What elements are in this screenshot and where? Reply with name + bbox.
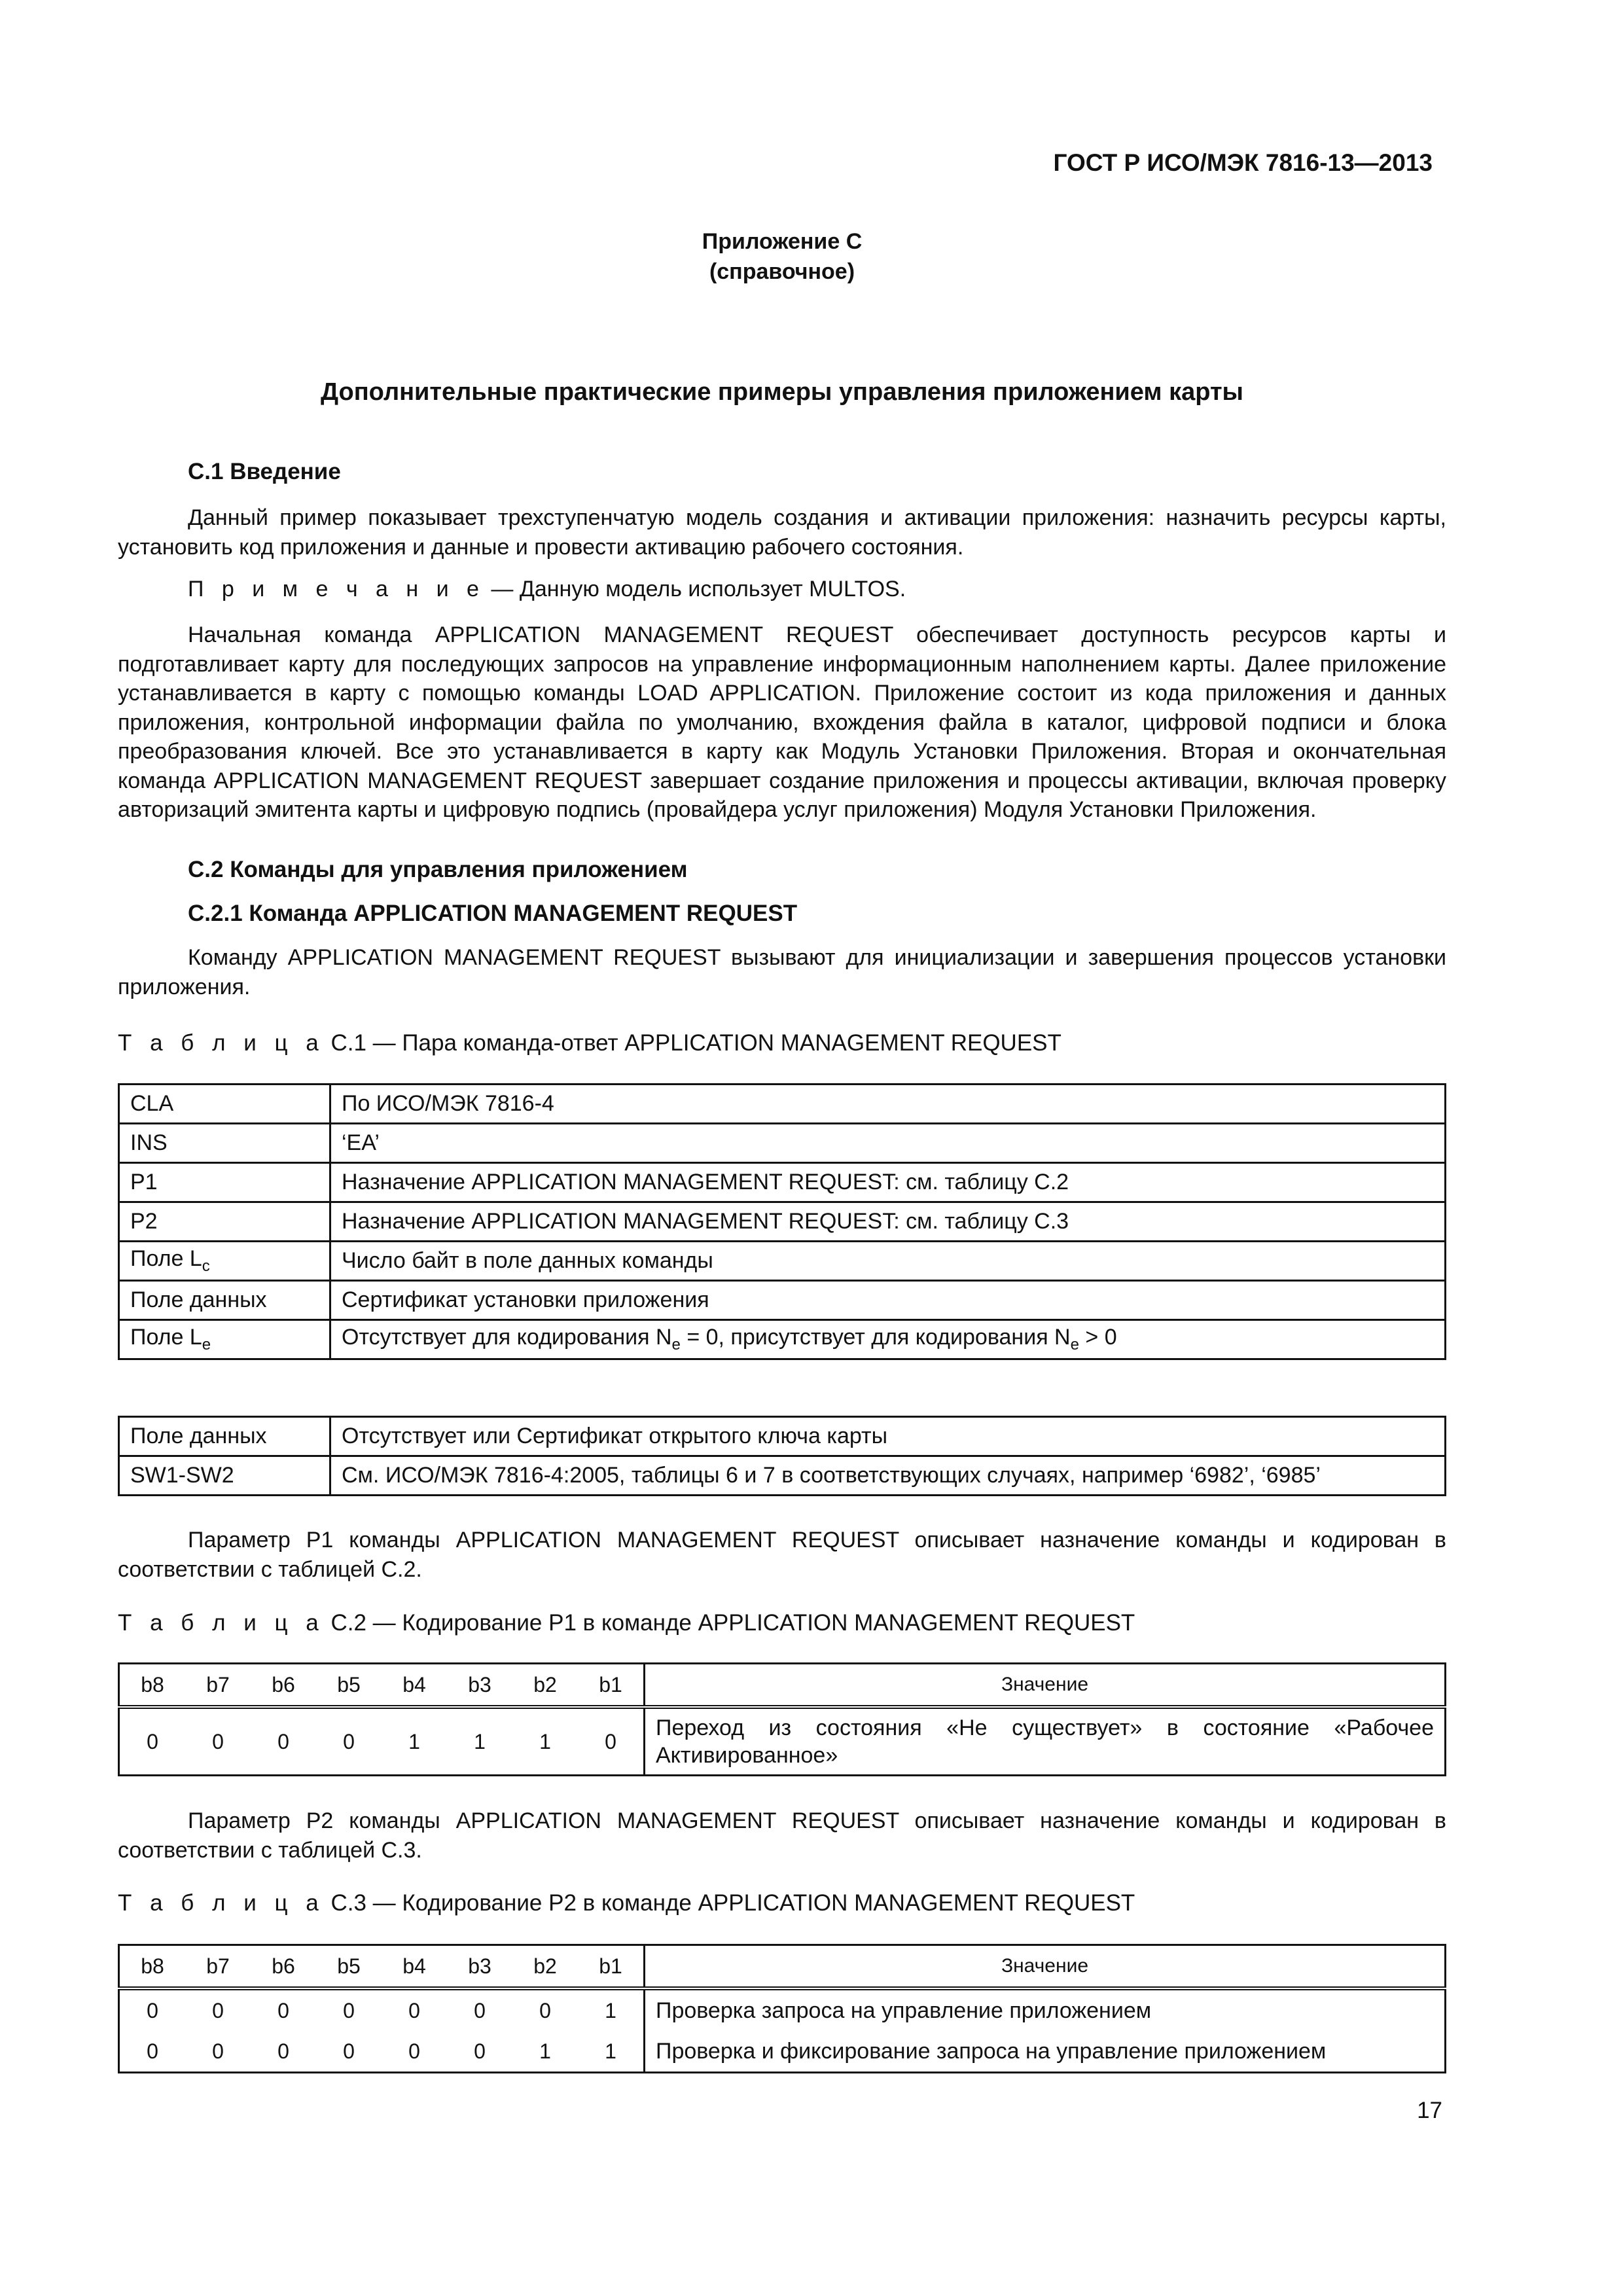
- header-b5: b5: [316, 1945, 382, 1989]
- table-row: [119, 1281, 1446, 1320]
- note-text: — Данную модель использует MULTOS.: [484, 577, 906, 601]
- value-subscript: e: [671, 1336, 681, 1354]
- table-c1-caption: [118, 1030, 1061, 1056]
- table-cell-value: [330, 1320, 1446, 1359]
- table-c2-caption-text: С.2 — Кодирование P1 в команде APPLICATION MANAGEMENT REQUEST: [324, 1610, 1135, 1636]
- table-cell-key: CLA: [119, 1085, 330, 1124]
- bit-cell: 1: [605, 1998, 616, 2022]
- header-b6: b6: [251, 1664, 316, 1708]
- header-b1: b1: [578, 1945, 645, 1989]
- table-row: [119, 1988, 1446, 2031]
- header-b4: b4: [382, 1664, 447, 1708]
- table-row: [119, 1707, 1446, 1776]
- table-c2-caption-label: Т а б л и ц а: [118, 1610, 325, 1636]
- meaning-cell: Проверка и фиксирование запроса на управление приложением: [645, 2031, 1446, 2073]
- bit-cell: 1: [578, 2031, 645, 2073]
- bit-cell: 0: [119, 1707, 186, 1776]
- key-subscript: c: [202, 1257, 210, 1275]
- header-meaning: Значение: [645, 1945, 1446, 1989]
- section-heading-c2: С.2 Команды для управления приложением: [188, 857, 688, 882]
- paragraph-c1-body: Начальная команда APPLICATION MANAGEMENT REQUEST обеспечивает доступность ресурсов карты и подготавливает карту для последующих запросов на управление информационным наполнением карты. Далее приложение устанавливается в карту с помощью команды LOAD APPLICATION. Приложение состоит из кода приложения и данных приложения, контрольной информации файла по умолчанию, вхождения файла в каталог, цифровой подписи и блока преобразования ключей. Все это устанавливается в карту как Модуль Установки Приложения. Вторая и окончательная команда APPLICATION MANAGEMENT REQUEST завершает создание приложения и процессы активации, включая проверку авторизаций эмитента карты и цифровую подпись (провайдера услуг приложения) Модуля Установки Приложения.: [118, 622, 1446, 822]
- meaning-cell: Переход из состояния «Не существует» в состояние «Рабочее Активированное»: [645, 1707, 1446, 1776]
- table-cell-key: INS: [119, 1124, 330, 1163]
- header-b8: b8: [119, 1945, 186, 1989]
- bit-cell: 0: [277, 1998, 289, 2022]
- paragraph-c1-intro: Данный пример показывает трехступенчатую модель создания и активации приложения: назначить ресурсы карты, установить код приложения и данные и провести активацию рабочего состояния.: [118, 505, 1446, 560]
- table-row: [119, 1163, 1446, 1202]
- header-b2: b2: [512, 1945, 578, 1989]
- bit-cell: 0: [382, 2031, 447, 2073]
- paragraph-p1: Параметр P1 команды APPLICATION MANAGEMENT REQUEST описывает назначение команды и кодирован в соответствии с таблицей С.2.: [118, 1528, 1446, 1582]
- paragraph-c21: Команду APPLICATION MANAGEMENT REQUEST вызывают для инициализации и завершения процессов установки приложения.: [118, 945, 1446, 999]
- bit-cell: 0: [251, 2031, 316, 2073]
- bit-cell: 1: [382, 1707, 447, 1776]
- bit-cell: 1: [512, 1707, 578, 1776]
- table-row: [119, 1242, 1446, 1281]
- bit-cell: 0: [343, 1998, 355, 2022]
- table-header-row: [119, 1945, 1446, 1989]
- table-cell-key: P1: [119, 1163, 330, 1202]
- bit-cell: 0: [316, 1707, 382, 1776]
- bit-cell: 0: [578, 1707, 645, 1776]
- bit-cell: 1: [447, 1707, 512, 1776]
- table-header-row: [119, 1664, 1446, 1708]
- bit-cell: 0: [539, 1998, 551, 2022]
- header-b2: b2: [512, 1664, 578, 1708]
- table-cell-value: Назначение APPLICATION MANAGEMENT REQUEST: см. таблицу С.2: [330, 1163, 1446, 1202]
- header-meaning: Значение: [645, 1664, 1446, 1708]
- value-part: = 0, присутствует для кодирования N: [680, 1325, 1071, 1350]
- table-row: [119, 1124, 1446, 1163]
- key-subscript: e: [202, 1336, 211, 1354]
- document-header: ГОСТ Р ИСО/МЭК 7816-13—2013: [1053, 149, 1433, 176]
- key-main: Поле L: [130, 1325, 202, 1350]
- table-c3-caption-label: Т а б л и ц а: [118, 1890, 325, 1916]
- table-cell-value: См. ИСО/МЭК 7816-4:2005, таблицы 6 и 7 в соответствующих случаях, например ‘6982’, ‘6985’: [330, 1456, 1446, 1496]
- header-b7: b7: [185, 1664, 251, 1708]
- table-row: [119, 1320, 1446, 1359]
- bit-cell: 0: [212, 1998, 224, 2022]
- value-part: > 0: [1079, 1325, 1117, 1350]
- table-row: [119, 1202, 1446, 1242]
- main-title: Дополнительные практические примеры управления приложением карты: [320, 378, 1244, 406]
- table-cell-value: ‘EA’: [330, 1124, 1446, 1163]
- table-cell-key: P2: [119, 1202, 330, 1242]
- header-b8: b8: [119, 1664, 186, 1708]
- table-cell-value: Число байт в поле данных команды: [330, 1242, 1446, 1281]
- paragraph-p2: Параметр P2 команды APPLICATION MANAGEMENT REQUEST описывает назначение команды и кодирован в соответствии с таблицей С.3.: [118, 1808, 1446, 1863]
- table-cell-key: [119, 1242, 330, 1281]
- header-b4: b4: [382, 1945, 447, 1989]
- value-part: Отсутствует для кодирования N: [342, 1325, 672, 1350]
- table-row: [119, 1417, 1446, 1456]
- table-c1-command: [118, 1083, 1446, 1360]
- table-cell-value: По ИСО/МЭК 7816-4: [330, 1085, 1446, 1124]
- table-cell-key: Поле данных: [119, 1417, 330, 1456]
- note: [188, 577, 906, 602]
- bit-cell: 0: [474, 1998, 486, 2022]
- page-number: 17: [1417, 2098, 1442, 2123]
- value-subscript: e: [1070, 1336, 1079, 1354]
- section-heading-c1: С.1 Введение: [188, 459, 341, 484]
- table-row: [119, 1456, 1446, 1496]
- bit-cell: 0: [316, 2031, 382, 2073]
- table-cell-key: [119, 1320, 330, 1359]
- header-b3: b3: [447, 1664, 512, 1708]
- table-c2: [118, 1662, 1446, 1776]
- table-c1-caption-label: Т а б л и ц а: [118, 1030, 325, 1056]
- bit-cell: 0: [251, 1707, 316, 1776]
- annex-type: (справочное): [709, 259, 855, 284]
- header-b1: b1: [578, 1664, 645, 1708]
- bit-cell: 0: [185, 1707, 251, 1776]
- table-cell-value: Сертификат установки приложения: [330, 1281, 1446, 1320]
- note-label: П р и м е ч а н и е: [188, 577, 485, 601]
- table-c1-response: [118, 1416, 1446, 1496]
- bit-cell: 1: [512, 2031, 578, 2073]
- header-b3: b3: [447, 1945, 512, 1989]
- header-b6: b6: [251, 1945, 316, 1989]
- table-c3-caption: [118, 1890, 1135, 1916]
- table-row: [119, 1085, 1446, 1124]
- table-c2-caption: [118, 1610, 1135, 1636]
- key-main: Поле L: [130, 1246, 202, 1271]
- annex-title: Приложение С: [702, 229, 863, 254]
- bit-cell: 0: [119, 1988, 186, 2031]
- header-b7: b7: [185, 1945, 251, 1989]
- table-c3: [118, 1944, 1446, 2073]
- table-c3-caption-text: С.3 — Кодирование P2 в команде APPLICATION MANAGEMENT REQUEST: [324, 1890, 1135, 1916]
- meaning-cell: Проверка запроса на управление приложением: [645, 1988, 1446, 2031]
- bit-cell: 0: [408, 1998, 420, 2022]
- table-row: [119, 2031, 1446, 2073]
- table-cell-key: Поле данных: [119, 1281, 330, 1320]
- table-cell-value: Назначение APPLICATION MANAGEMENT REQUEST: см. таблицу С.3: [330, 1202, 1446, 1242]
- header-b5: b5: [316, 1664, 382, 1708]
- table-cell-value: Отсутствует или Сертификат открытого ключа карты: [330, 1417, 1446, 1456]
- bit-cell: 0: [185, 2031, 251, 2073]
- table-c1-caption-text: С.1 — Пара команда-ответ APPLICATION MANAGEMENT REQUEST: [324, 1030, 1061, 1056]
- section-heading-c21: С.2.1 Команда APPLICATION MANAGEMENT REQUEST: [188, 901, 798, 926]
- bit-cell: 0: [119, 2031, 186, 2073]
- table-cell-key: SW1-SW2: [119, 1456, 330, 1496]
- bit-cell: 0: [447, 2031, 512, 2073]
